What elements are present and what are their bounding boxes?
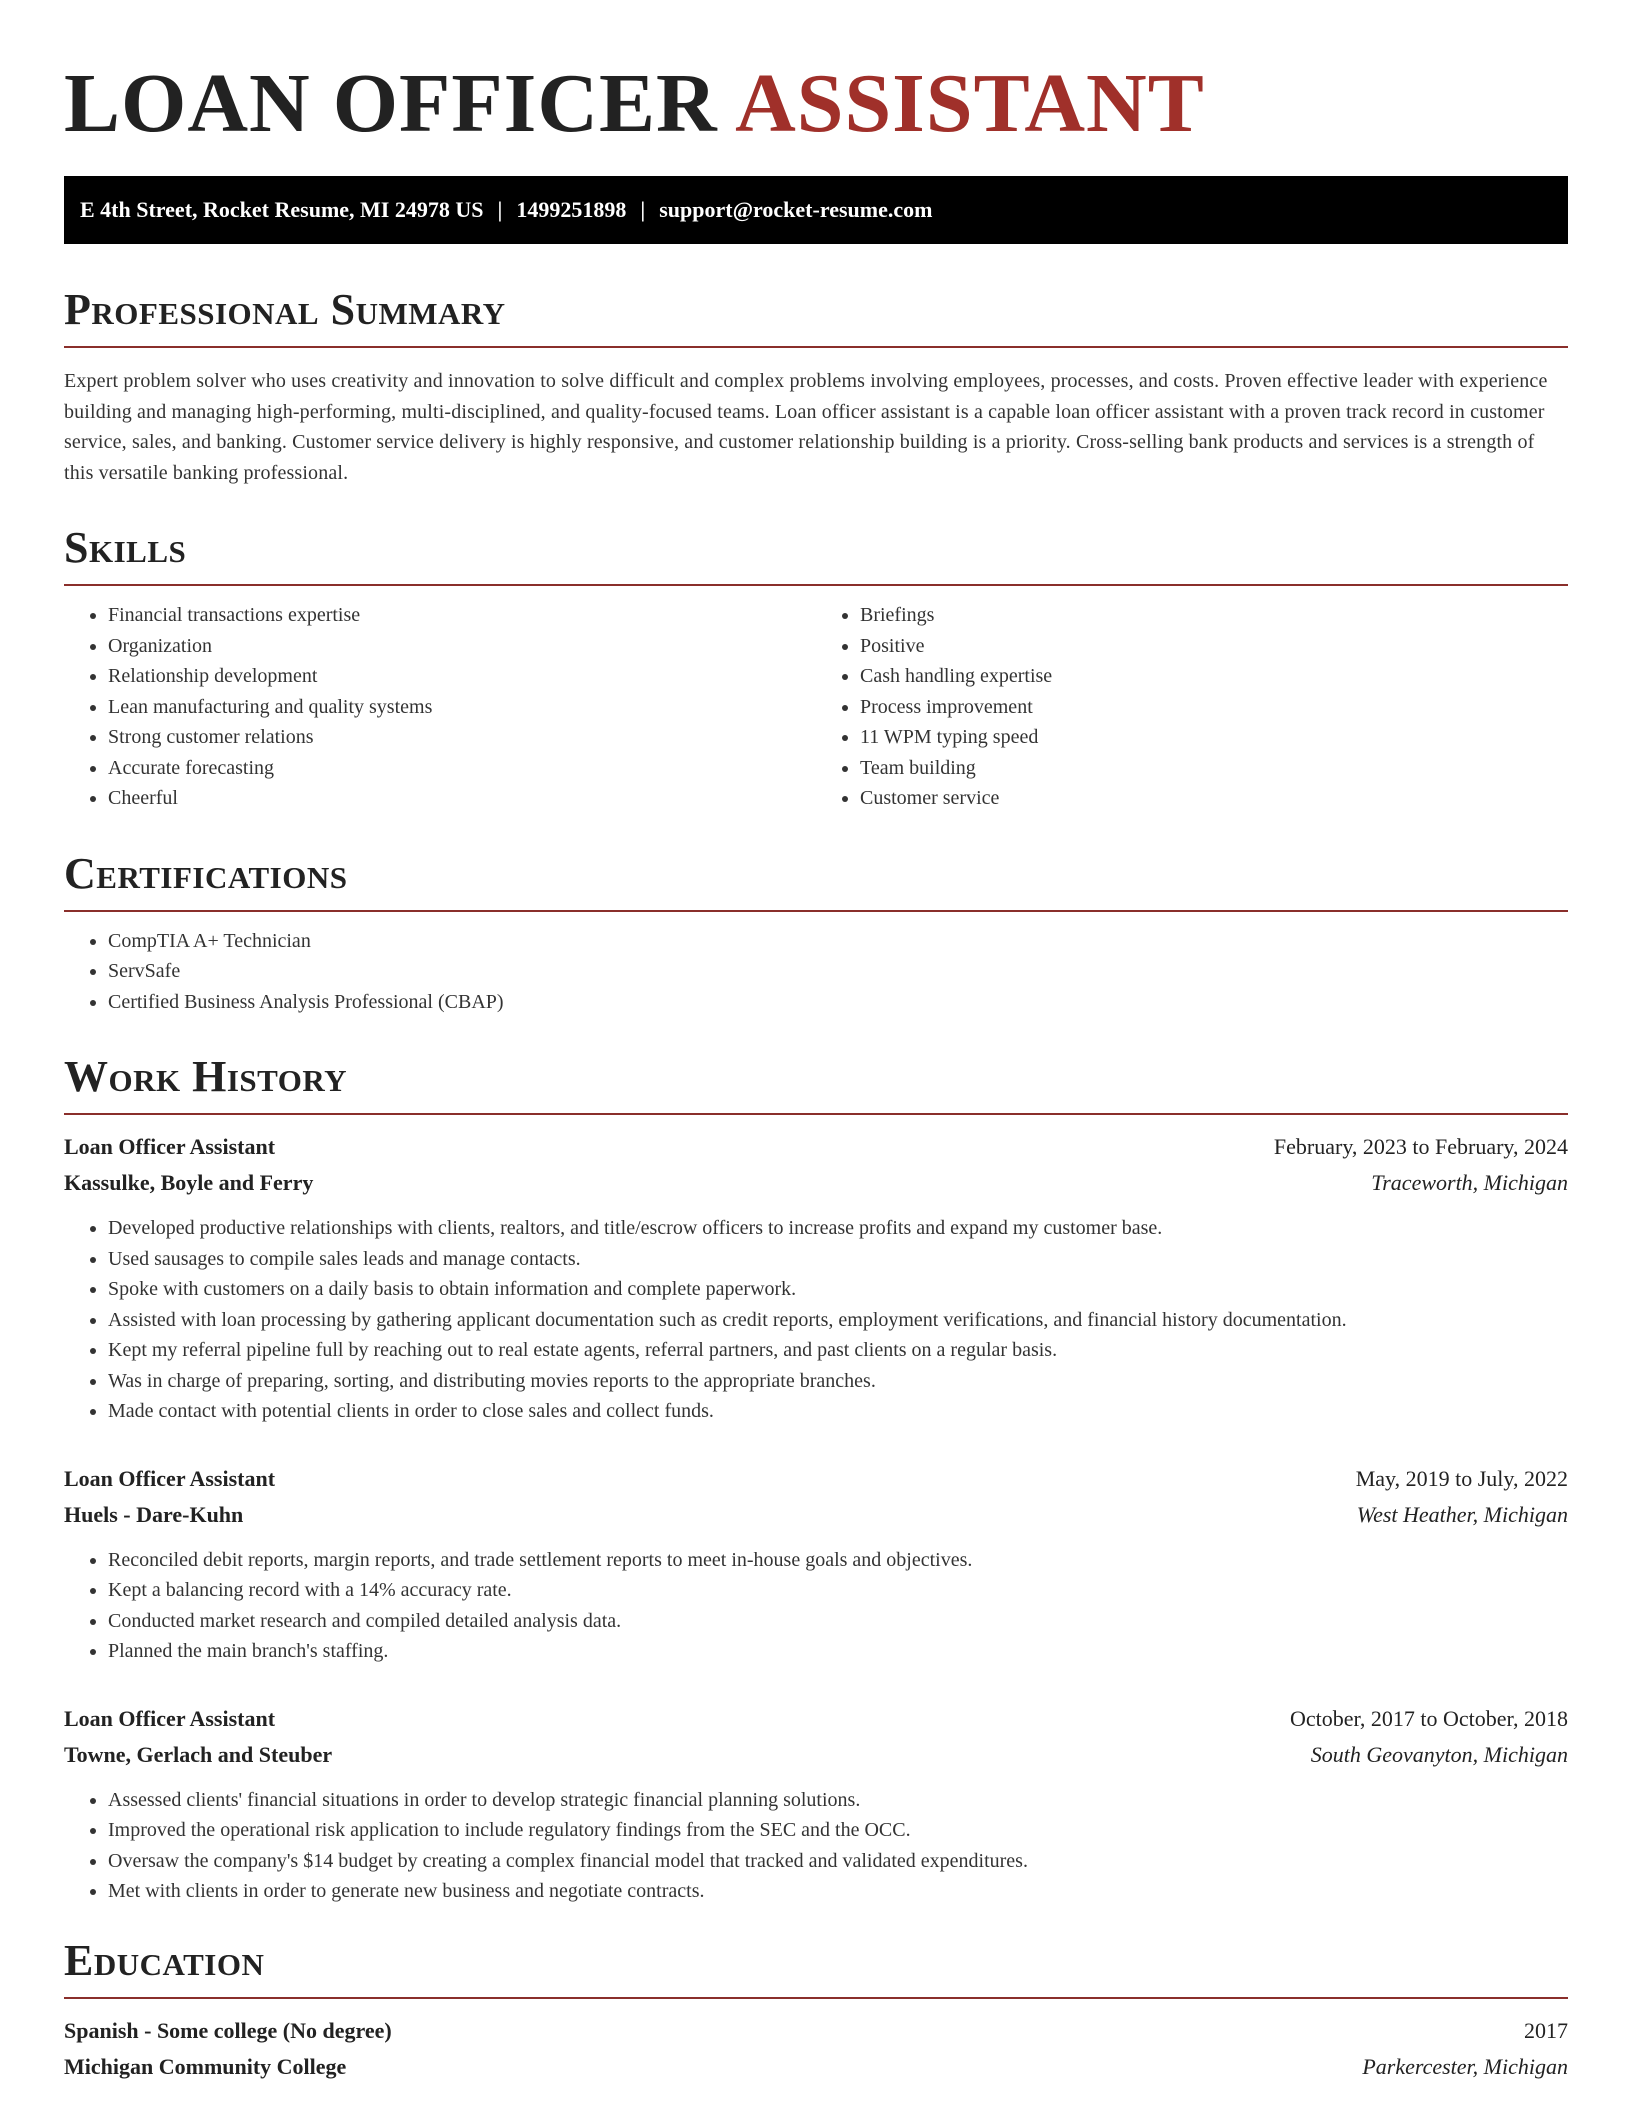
- job-bullet: • Oversaw the company's $14 budget by creating a complex financial model that tracked and validated expenditures.: [108, 1846, 1568, 1877]
- education-school-row: [64, 2049, 1568, 2085]
- name-first: LOAN OFFICER: [64, 57, 718, 150]
- section-divider: [64, 584, 1568, 586]
- name-last: ASSISTANT: [735, 57, 1205, 150]
- certification-item: • ServSafe: [108, 956, 1568, 987]
- contact-phone: 1499251898: [516, 197, 627, 222]
- skill-item: • 11 WPM typing speed: [860, 722, 1568, 753]
- certification-item: • Certified Business Analysis Professional (CBAP): [108, 987, 1568, 1018]
- job-employer-row: [64, 1165, 1568, 1201]
- skill-item: • Cheerful: [108, 783, 816, 814]
- job-bullet: • Assessed clients' financial situations in order to develop strategic financial planning solutions.: [108, 1785, 1568, 1816]
- skill-item: • Briefings: [860, 600, 1568, 631]
- job-dates: May, 2019 to July, 2022: [1355, 1465, 1568, 1491]
- section-title-work-history: Work History: [64, 1052, 348, 1101]
- job-location: Traceworth, Michigan: [1371, 1170, 1568, 1195]
- skill-item: • Positive: [860, 631, 1568, 662]
- job-title: Loan Officer Assistant: [64, 1134, 276, 1159]
- job-bullet: • Planned the main branch's staffing.: [108, 1636, 1568, 1667]
- job-bullet: • Improved the operational risk application to include regulatory findings from the SEC and the OCC.: [108, 1815, 1568, 1846]
- job-bullet: • Developed productive relationships with clients, realtors, and title/escrow officers to increase profits and expand my customer base.: [108, 1213, 1568, 1244]
- contact-email[interactable]: support@rocket-resume.com: [659, 197, 933, 222]
- job-entry: [64, 1701, 1568, 1907]
- skill-item: • Accurate forecasting: [108, 753, 816, 784]
- job-entry: [64, 1129, 1568, 1427]
- skills-list-right: [816, 600, 1568, 814]
- job-bullets: [64, 1545, 1568, 1667]
- contact-separator: |: [640, 197, 646, 222]
- summary-section: [64, 284, 1568, 488]
- job-bullet: • Kept my referral pipeline full by reaching out to real estate agents, referral partners, and past clients on a regular basis.: [108, 1335, 1568, 1366]
- skills-list-left: [64, 600, 816, 814]
- contact-address: E 4th Street, Rocket Resume, MI 24978 US: [80, 197, 484, 222]
- job-header-row: [64, 1129, 1568, 1165]
- skills-column-left: [64, 600, 816, 814]
- job-entry: [64, 1461, 1568, 1667]
- summary-text: Expert problem solver who uses creativity and innovation to solve difficult and complex problems involving employees, processes, and costs. Proven effective leader with experience building and managing high-performing, multi-disciplined, and quality-focused teams. Loan officer assistant is a capable loan officer assistant with a proven track record in customer service, sales, and banking. Customer service delivery is highly responsive, and customer relationship building is a priority. Cross-selling bank products and services is a strength of this versatile banking professional.: [64, 370, 1548, 484]
- section-title-summary: Professional Summary: [64, 285, 506, 334]
- contact-separator: |: [497, 197, 503, 222]
- skill-item: • Team building: [860, 753, 1568, 784]
- skills-section: [64, 522, 1568, 814]
- section-title-education: Education: [64, 1935, 265, 1985]
- job-bullets: [64, 1785, 1568, 1907]
- candidate-name: [64, 56, 1568, 152]
- job-bullets: [64, 1213, 1568, 1427]
- certifications-list: [64, 926, 1568, 1018]
- section-title-skills: Skills: [64, 523, 187, 572]
- job-bullet: • Made contact with potential clients in order to close sales and collect funds.: [108, 1396, 1568, 1427]
- skill-item: • Organization: [108, 631, 816, 662]
- section-divider: [64, 346, 1568, 348]
- job-bullet: • Assisted with loan processing by gathering applicant documentation such as credit reports, employment verifications, and financial history documentation.: [108, 1305, 1568, 1336]
- job-employer: Kassulke, Boyle and Ferry: [64, 1170, 314, 1195]
- job-dates: February, 2023 to February, 2024: [1273, 1134, 1568, 1159]
- skill-item: • Customer service: [860, 783, 1568, 814]
- job-bullet: • Kept a balancing record with a 14% accuracy rate.: [108, 1575, 1568, 1606]
- job-bullet: • Conducted market research and compiled detailed analysis data.: [108, 1606, 1568, 1637]
- education-degree-row: [64, 2013, 1568, 2049]
- job-employer-row: [64, 1737, 1568, 1773]
- job-employer-row: [64, 1497, 1568, 1533]
- job-location: West Heather, Michigan: [1356, 1501, 1568, 1527]
- contact-bar: [64, 176, 1568, 244]
- section-divider: [64, 1113, 1568, 1115]
- skills-grid: [64, 600, 1568, 814]
- skill-item: • Lean manufacturing and quality systems: [108, 692, 816, 723]
- section-divider: [64, 1997, 1568, 1999]
- job-title: Loan Officer Assistant: [64, 1465, 276, 1491]
- work-history-section: [64, 1051, 1568, 1907]
- job-bullet: • Reconciled debit reports, margin reports, and trade settlement reports to meet in-house goals and objectives.: [108, 1545, 1568, 1576]
- job-title: Loan Officer Assistant: [64, 1705, 276, 1731]
- job-employer: Towne, Gerlach and Steuber: [64, 1741, 333, 1767]
- education-section: [64, 1935, 1568, 2085]
- certification-item: • CompTIA A+ Technician: [108, 926, 1568, 957]
- job-dates: October, 2017 to October, 2018: [1289, 1705, 1568, 1731]
- skill-item: • Financial transactions expertise: [108, 600, 816, 631]
- education-year: 2017: [1524, 2017, 1568, 2043]
- job-employer: Huels - Dare-Kuhn: [64, 1501, 244, 1527]
- skills-column-right: [816, 600, 1568, 814]
- skill-item: • Relationship development: [108, 661, 816, 692]
- job-bullet: • Met with clients in order to generate new business and negotiate contracts.: [108, 1876, 1568, 1907]
- education-degree: Spanish - Some college (No degree): [64, 2017, 392, 2043]
- job-bullet: • Spoke with customers on a daily basis to obtain information and complete paperwork.: [108, 1274, 1568, 1305]
- job-location: South Geovanyton, Michigan: [1310, 1741, 1568, 1767]
- section-title-certifications: Certifications: [64, 848, 348, 898]
- skill-item: • Cash handling expertise: [860, 661, 1568, 692]
- education-location: Parkercester, Michigan: [1362, 2053, 1568, 2079]
- job-bullet: • Was in charge of preparing, sorting, and distributing movies reports to the appropriate branches.: [108, 1366, 1568, 1397]
- education-school: Michigan Community College: [64, 2053, 347, 2079]
- section-divider: [64, 910, 1568, 912]
- skill-item: • Process improvement: [860, 692, 1568, 723]
- certifications-section: [64, 848, 1568, 1018]
- job-bullet: • Used sausages to compile sales leads and manage contacts.: [108, 1244, 1568, 1275]
- skill-item: • Strong customer relations: [108, 722, 816, 753]
- job-header-row: [64, 1461, 1568, 1497]
- job-header-row: [64, 1701, 1568, 1737]
